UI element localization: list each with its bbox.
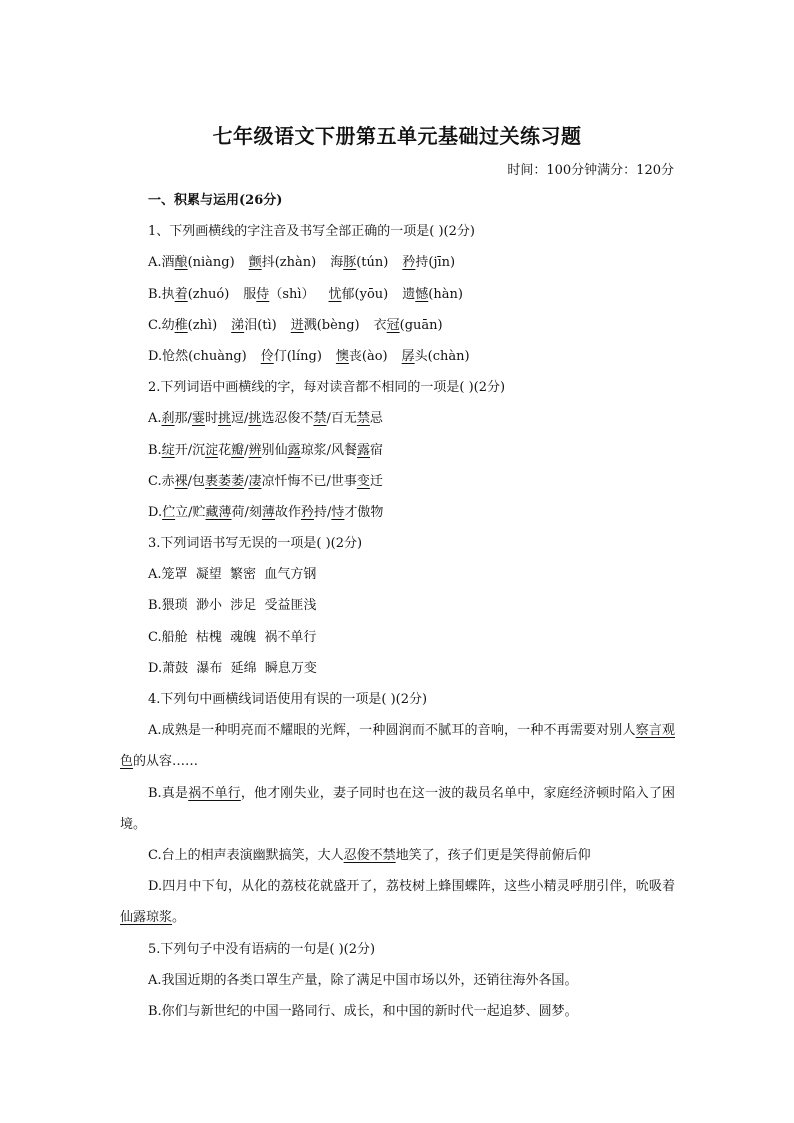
exam-content bbox=[120, 185, 675, 1027]
question-1-stem: 1、下列画横线的字注音及书写全部正确的一项是( )(2分) bbox=[148, 224, 475, 240]
question-1-option-b: B.执着(zhuó) 服侍（shì） 忧郁(yōu) 遗憾(hàn) bbox=[148, 286, 463, 302]
question-1-option-d: D.怆然(chuàng) 伶仃(líng) 懊丧(ào) 孱头(chàn) bbox=[148, 348, 470, 364]
question-3-option-b: B.猥琐 渺小 涉足 受益匪浅 bbox=[148, 598, 317, 614]
question-4-option-b: B.真是祸不单行，他才刚失业，妻子同时也在这一波的裁员名单中，家庭经济顿时陷入了困境。 bbox=[120, 785, 675, 832]
question-2-option-a: A.刹那/霎时挑逗/挑选忍俊不禁/百无禁忌 bbox=[148, 411, 383, 427]
question-3-option-c: C.船舱 枯槐 魂魄 祸不单行 bbox=[148, 629, 317, 645]
question-4-option-c: C.台上的相声表演幽默搞笑，大人忍俊不禁地笑了，孩子们更是笑得前俯后仰 bbox=[148, 848, 591, 863]
question-3-stem: 3.下列词语书写无误的一项是( )(2分) bbox=[148, 536, 363, 552]
question-5-option-a: A.我国近期的各类口罩生产量，除了满足中国市场以外，还销往海外各国。 bbox=[148, 972, 578, 988]
page-title: 七年级语文下册第五单元基础过关练习题 bbox=[212, 124, 582, 148]
question-5-stem: 5.下列句子中没有语病的一句是( )(2分) bbox=[148, 941, 376, 957]
question-4-option-a: A.成熟是一种明亮而不耀眼的光辉，一种圆润而不腻耳的音响，一种不再需要对别人察言观色的从容…… bbox=[120, 723, 675, 770]
question-2-option-b: B.绽开/沉淀花瓣/辨别仙露琼浆/风餐露宿 bbox=[148, 442, 384, 458]
section-heading: 一、积累与运用(26分) bbox=[148, 193, 283, 208]
question-2-option-c: C.赤裸/包裹萎萎/凄凉忏悔不已/世事变迁 bbox=[148, 473, 383, 489]
time-score-line: 时间：100分钟满分：120分 bbox=[507, 163, 674, 178]
question-1-option-c: C.幼稚(zhì) 涕泪(tì) 迸溅(bèng) 衣冠(guān) bbox=[148, 317, 443, 333]
question-5-option-b: B.你们与新世纪的中国一路同行、成长，和中国的新时代一起追梦、圆梦。 bbox=[148, 1003, 578, 1019]
question-4-stem: 4.下列句中画横线词语使用有误的一项是( )(2分) bbox=[148, 692, 428, 707]
question-2-stem: 2.下列词语中画横线的字，每对读音都不相同的一项是( )(2分) bbox=[148, 380, 506, 396]
question-2-option-d: D.伫立/贮藏薄荷/刻薄故作矜持/恃才傲物 bbox=[148, 504, 384, 520]
question-4-option-d: D.四月中下旬，从化的荔枝花就盛开了，荔枝树上蜂围蝶阵，这些小精灵呼朋引伴，吮吸着仙露琼浆。 bbox=[120, 879, 675, 926]
question-3-option-a: A.笼罩 凝望 繁密 血气方钢 bbox=[148, 567, 317, 583]
question-3-option-d: D.萧鼓 瀑布 延绵 瞬息万变 bbox=[148, 660, 317, 676]
question-1-option-a: A.酒酿(niàng) 颤抖(zhàn) 海豚(tún) 矜持(jīn) bbox=[148, 255, 456, 271]
